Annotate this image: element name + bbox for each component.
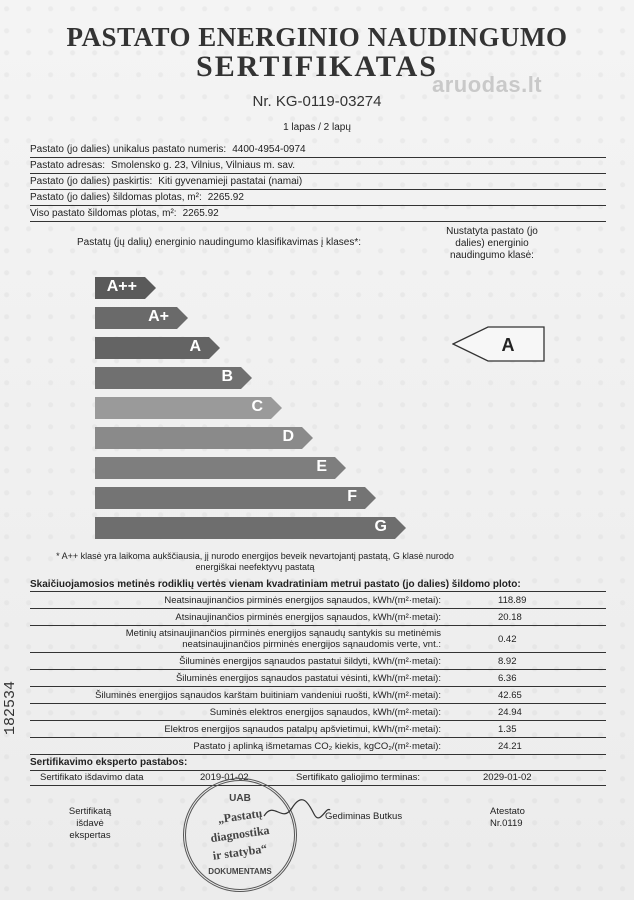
expert-notes-title: Sertifikavimo eksperto pastabos: <box>30 757 188 768</box>
info-row-heated-area <box>30 190 606 206</box>
info-value: 2265.92 <box>207 192 244 203</box>
stamp-line: UAB <box>229 793 251 804</box>
metric-row <box>30 626 606 653</box>
metric-row <box>30 609 606 626</box>
info-row-total-heated-area <box>30 206 606 222</box>
class-label: F <box>347 488 357 505</box>
info-value: 4400-4954-0974 <box>232 144 306 155</box>
metric-value: 1.35 <box>498 724 517 735</box>
info-label: Pastato adresas: <box>30 160 106 171</box>
bar-arrow <box>241 367 252 389</box>
bar-arrow <box>177 307 188 329</box>
metric-label: Suminės elektros energijos sąnaudos, kWh/(m²·metai): <box>209 707 441 718</box>
metric-value: 20.18 <box>498 612 522 623</box>
metric-value: 24.21 <box>498 741 522 752</box>
stamp-line: diagnostika <box>209 822 271 846</box>
issuer-label: Sertifikatą išdavė ekspertas <box>68 806 112 841</box>
class-label: A <box>189 338 201 355</box>
dates-line <box>30 785 606 786</box>
stamp-line: DOKUMENTAMS <box>208 867 272 876</box>
class-bar-e <box>95 457 335 479</box>
bar-arrow <box>209 337 220 359</box>
class-label: A+ <box>148 308 169 325</box>
metric-row <box>30 670 606 687</box>
watermark: aruodas.lt <box>432 72 543 97</box>
issue-date-value: 2019-01-02 <box>200 772 249 783</box>
signature <box>262 796 332 826</box>
metric-value: 0.42 <box>498 634 517 645</box>
metric-row <box>30 738 606 755</box>
title-line-1: PASTATO ENERGINIO NAUDINGUMO <box>66 22 568 52</box>
class-label: E <box>316 458 327 475</box>
info-row-purpose <box>30 174 606 190</box>
metric-label: Elektros energijos sąnaudos patalpų apšvietimui, kWh/(m²·metai): <box>164 724 441 735</box>
expert-line <box>30 770 606 771</box>
class-bar-c <box>95 397 271 419</box>
valid-until-label: Sertifikato galiojimo terminas: <box>296 772 421 783</box>
info-value: 2265.92 <box>182 208 219 219</box>
class-label: G <box>374 518 387 535</box>
determined-class-title: Nustatyta pastato (jo dalies) energinio naudingumo klasė: <box>446 226 538 261</box>
determined-class: A <box>501 335 515 355</box>
metric-label: Pastato į aplinką išmetamas CO₂ kiekis, kgCO₂/(m²·metai): <box>193 741 441 752</box>
info-label: Pastato (jo dalies) paskirtis: <box>30 176 153 187</box>
class-label: C <box>251 398 263 415</box>
metric-label: Šiluminės energijos sąnaudos pastatui šildyti, kWh/(m²·metai): <box>179 656 441 667</box>
class-bar-g <box>95 517 395 539</box>
metric-label: Neatsinaujinančios pirminės energijos sąnaudos, kWh/(m²·metai): <box>164 595 441 606</box>
class-bar-f <box>95 487 365 509</box>
metric-row <box>30 704 606 721</box>
metric-row <box>30 687 606 704</box>
metric-value: 42.65 <box>498 690 522 701</box>
metric-label: Šiluminės energijos sąnaudos karštam buitiniam vandeniui ruošti, kWh/(m²·metai): <box>95 690 441 701</box>
info-value: Kiti gyvenamieji pastatai (namai) <box>158 176 303 187</box>
info-label: Viso pastato šildomas plotas, m²: <box>30 208 177 219</box>
metric-row <box>30 653 606 670</box>
bar-arrow <box>271 397 282 419</box>
footnote: * A++ klasė yra laikoma aukščiausia, jį nurodo energijos beveik nevartojantį pastatą, G klasė nurodo energiškai neefektyvų pastatą <box>56 551 454 572</box>
attestation-label: Atestato <box>490 806 525 817</box>
valid-until-value: 2029-01-02 <box>483 772 532 783</box>
info-label: Pastato (jo dalies) šildomas plotas, m²: <box>30 192 202 203</box>
metric-row <box>30 721 606 738</box>
bar-arrow <box>395 517 406 539</box>
attestation-number: Nr.0119 <box>490 818 523 829</box>
class-bar-b <box>95 367 241 389</box>
metric-value: 118.89 <box>498 595 527 606</box>
issue-date-label: Sertifikato išdavimo data <box>40 772 144 783</box>
bar-arrow <box>145 277 156 299</box>
determined-class-arrow <box>452 326 546 362</box>
info-value: Smolensko g. 23, Vilnius, Vilniaus m. sav. <box>111 160 296 171</box>
metric-value: 24.94 <box>498 707 522 718</box>
bar-arrow <box>302 427 313 449</box>
expert-name: Gediminas Butkus <box>325 811 403 822</box>
serial-number: 182534 <box>2 680 19 735</box>
metric-label: Atsinaujinančios pirminės energijos sąnaudos, kWh/(m²·metai): <box>175 612 441 623</box>
certificate-number: Nr. KG-0119-03274 <box>252 93 382 110</box>
metric-row <box>30 592 606 609</box>
info-row-address <box>30 158 606 174</box>
class-bar-a-plus <box>95 307 177 329</box>
info-label: Pastato (jo dalies) unikalus pastato numeris: <box>30 144 227 155</box>
class-bar-d <box>95 427 302 449</box>
stamp-line: ir statyba“ <box>211 841 269 863</box>
title-line-2: SERTIFIKATAS <box>196 50 438 83</box>
class-label: D <box>282 428 294 445</box>
scale-title: Pastatų (jų dalių) energinio naudingumo klasifikavimas į klases*: <box>77 237 362 248</box>
metric-value: 8.92 <box>498 656 517 667</box>
class-label: A++ <box>106 278 137 295</box>
class-label: B <box>221 368 233 385</box>
metric-value: 6.36 <box>498 673 517 684</box>
metric-label: Šiluminės energijos sąnaudos pastatui vėsinti, kWh/(m²·metai): <box>175 673 441 684</box>
metric-label: Metinių atsinaujinančios pirminės energijos sąnaudų santykis su metinėmis neatsinaujinančios pirminės energijos sąnaudomis verte, vnt.: <box>125 628 441 650</box>
bar-arrow <box>365 487 376 509</box>
page-info: 1 lapas / 2 lapų <box>283 122 351 133</box>
info-row-unique-number <box>30 142 606 158</box>
stamp-line: „Pastatų <box>216 805 264 827</box>
metrics-title: Skaičiuojamosios metinės rodiklių vertės vienam kvadratiniam metrui pastato (jo dalies) šildomo ploto: <box>30 579 521 590</box>
bar-arrow <box>335 457 346 479</box>
class-bar-a-plus-plus <box>95 277 145 299</box>
class-bar-a <box>95 337 209 359</box>
